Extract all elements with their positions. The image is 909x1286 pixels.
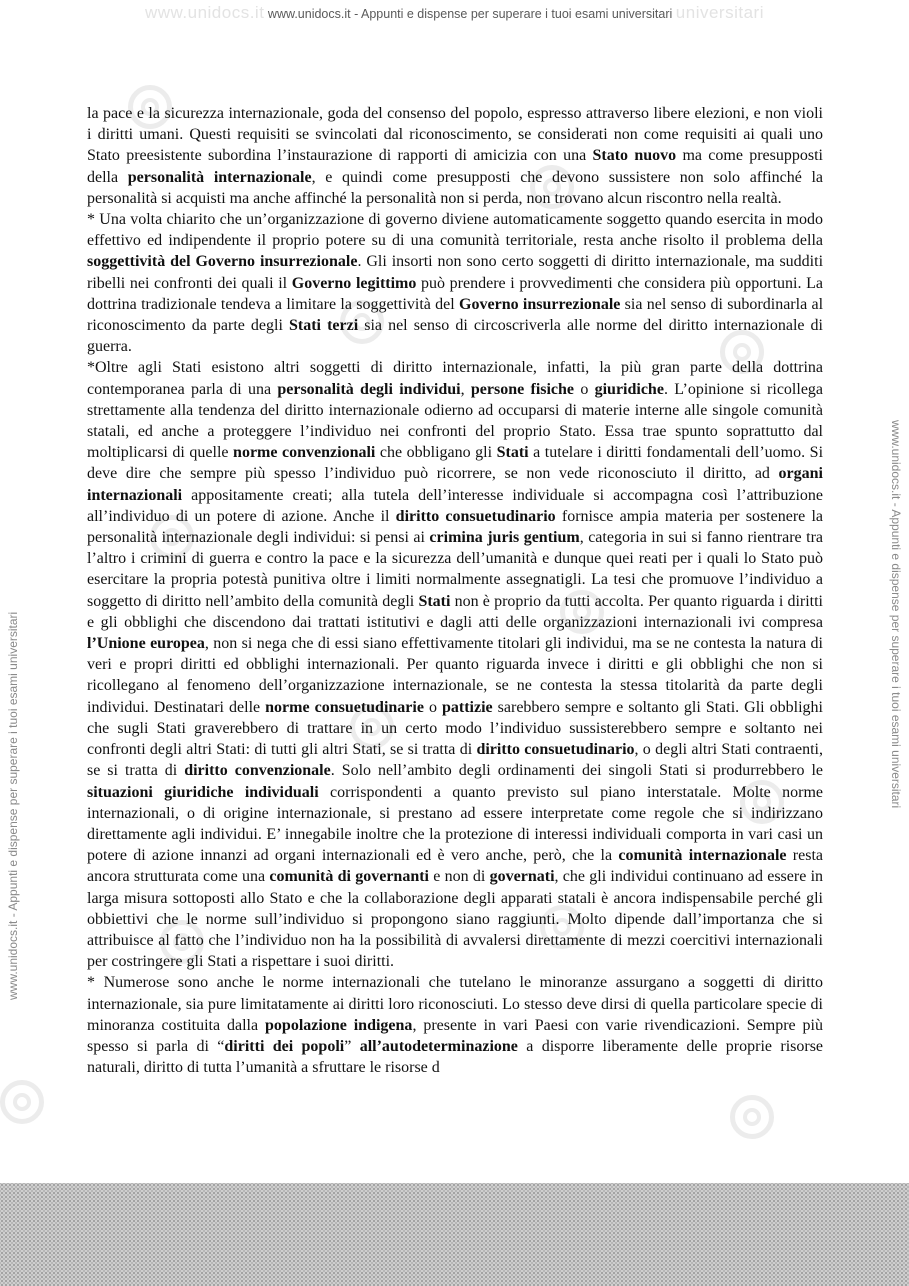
text-run: o [423,698,442,716]
bold-term: popolazione indigena [265,1016,413,1034]
bold-term: Stati terzi [289,317,359,335]
text-run: *Oltre agli Stati esistono altri soggetti di diritto internazionale, infatti, la più gran parte della dottrina contemporanea parla di una [87,359,823,398]
text-run: non è proprio da tutti accolta. Per quanto riguarda i diritti e gli obblighi che discendono dai trattati istitutivi e dagli atti delle organizzazioni internazionali ivi compresa [87,592,824,631]
text-run: la pace e la sicurezza internazionale, goda del consenso del popolo, espresso attraverso libere elezioni, e non violi i diritti umani. Questi requisiti se svincolati dal riconoscimento, se considerati non come requisiti ai quali uno Stato preesistente subordina l’instaurazione di rapporti di amicizia con una [87,105,823,165]
text-run: o [574,380,595,398]
bold-term: governati [489,868,555,886]
bold-term: Stati [418,592,451,610]
text-run: , o degli altri Stati contraenti, se si tratta di [87,741,824,780]
bold-term: diritto convenzionale [184,762,331,780]
bold-term: organi internazionali [87,465,823,504]
bold-term: norme convenzionali [233,444,376,462]
watermark-banner-text: www.unidocs.it - Appunti e dispense per superare i tuoi esami universitari [267,7,673,21]
text-run: ma come presupposti della [87,147,823,186]
text-run: può prendere i provvedimenti che considera più opportuni. La dottrina tradizionale tendeva a limitare la soggettività del [87,274,824,313]
paragraph [87,103,823,209]
bold-term: giuridiche [594,380,664,398]
text-run: corrispondenti a quanto previsto sul piano interstatale. Molte norme internazionali, o di origine internazionale, si prestano ad essere interpretate come regole che si indirizzano direttamente agli individui. E’ innegabile inoltre che la protezione di interessi individuali comporta in vari casi un potere di azione innanzi ad organi internazionali ed è vero anche, però, che la [87,783,823,865]
text-run: e non di [429,868,490,886]
bold-term: comunità internazionale [618,847,787,865]
text-run: sia nel senso di subordinarla al riconoscimento da parte degli [87,295,824,335]
bold-term: diritto consuetudinario [476,741,635,759]
paragraph [87,209,823,357]
bold-term: Governo legittimo [291,274,417,292]
text-run: resta ancora strutturata come una [87,847,823,886]
bold-term: diritti dei popoli [224,1037,345,1055]
text-run: . Gli insorti non sono certo soggetti di diritto internazionale, ma sudditi ribelli nei confronti dei quali il [87,253,824,292]
bold-term: comunità di governanti [269,868,430,886]
text-run: , presente in vari Paesi con varie rivendicazioni. Sempre più spesso si parla di “ [87,1016,824,1055]
text-run: sia nel senso di circoscriverla alle norme del diritto internazionale di guerra. [87,317,824,356]
side-watermark-left: www.unidocs.it - Appunti e dispense per superare i tuoi esami universitari [6,611,20,1000]
bold-term: personalità internazionale [127,168,312,186]
ghost-watermark-right: universitari [675,3,764,22]
text-run: ” [344,1037,360,1055]
text-run: . Solo nell’ambito degli ordinamenti dei singoli Stati si produrrebbero le [330,762,824,780]
ghost-watermark-left: www.unidocs.it [145,3,265,22]
text-run: , e quindi come presupposti che devono sussistere non solo affinché la personalità si acquisti ma anche affinché la personalità non si perda, non trovano alcun riscontro nella realtà. [87,168,823,207]
text-run: , categoria in sui si fanno rientrare tra l’altro i crimini di guerra e contro la pace e la sicurezza dell’umanità e dunque quei reati per i quali lo Stato può esercitare la propria potestà punitiva oltre i limiti normalmente assegnatigli. La tesi che promuove l’individuo a soggetto di diritto nell’ambito della comunità degli [87,529,824,610]
text-run: , non si nega che di essi siano effettivamente titolari gli individui, ma se ne contesta la natura di veri e propri diritti ed obblighi internazionali. Per quanto riguarda invece i diritti e gli obblighi che non si ricollegano al fenomeno dell’organizzazione internazionale, se ne contesta la stessa titolarità da parte degli individui. Destinatari delle [87,635,823,716]
document-body [87,103,823,1078]
paragraph [87,972,823,1078]
text-run: * Numerose sono anche le norme internazionali che tutelano le minoranze assurgano a soggetti di diritto internazionale, sia pure limitatamente ai diritti loro riconosciuti. Lo stesso deve dirsi di quella particolare specie di minoranza costituita dalla [87,974,823,1034]
bold-term: pattizie [441,698,493,716]
watermark-logo-icon [730,1095,774,1139]
text-run: * Una volta chiarito che un’organizzazione di governo diviene automaticamente soggetto quando esercita in modo effettivo ed indipendente il proprio potere su di una comunità territoriale, resta anche risolto il problema della [87,211,823,250]
text-run: sarebbero sempre e soltanto gli Stati. Gli obblighi che sugli Stati graverebbero di trattare in un certo modo l’individuo sussisterebbero sempre e soltanto nei confronti degli altri Stati: di tutti gli altri Stati, se si tratta di [87,698,823,759]
bold-term: norme consuetudinarie [265,698,424,716]
text-run: , [460,380,471,398]
text-run: . L’opinione si ricollega strettamente alla tendenza del diritto internazionale odierno ad occuparsi di materie interne alle singole comunità statali, ed anche a proteggere l’individuo nei confronti del proprio Stato. Essa trae spunto soprattutto dal moltiplicarsi di quelle [87,380,824,462]
bold-term: persone fisiche [470,380,575,398]
bold-term: soggettività del Governo insurrezionale [87,253,358,271]
bold-term: personalità degli individui [277,380,461,398]
text-run: a disporre liberamente delle proprie risorse naturali, diritto di tutta l’umanità a sfruttare le risorse d [87,1037,824,1077]
bold-term: situazioni giuridiche individuali [87,783,319,801]
bold-term: Stati [496,444,529,462]
bold-term: Stato nuovo [592,147,677,165]
bold-term: Governo insurrezionale [459,295,621,313]
bold-term: all’autodeterminazione [359,1037,518,1055]
side-watermark-right: www.unidocs.it - Appunti e dispense per superare i tuoi esami universitari [889,420,903,809]
text-run: , che gli individui continuano ad essere in larga misura sottoposti allo Stato e che la collaborazione degli apparati statali è ancora indispensabile perché gli obbiettivi che le norme sull’individuo si propongono siano raggiunti. Molto dipende dall’importanza che si attribuisce al fatto che l’individuo non ha la possibilità di avvalersi direttamente di mezzi coercitivi internazionali per costringere gli Stati a rispettare i suoi diritti. [87,868,824,971]
bottom-truncation-overlay [0,1183,909,1286]
text-run: fornisce ampia materia per sostenere la personalità internazionale degli individui: si pensi ai [87,507,823,547]
text-run: a tutelare i diritti fondamentali dell’uomo. Si deve dire che sempre più spesso l’individuo può ricorrere, se non vede riconosciuto il diritto, ad [87,444,824,483]
bold-term: l’Unione europea [87,635,205,653]
paragraph [87,357,823,972]
text-run: che obbligano gli [375,444,497,462]
bold-term: crimina juris gentium [429,529,580,547]
top-watermark-banner [0,2,909,24]
bold-term: diritto consuetudinario [395,507,556,525]
text-run: appositamente creati; alla tutela dell’interesse individuale si accompagna così l’attribuzione all’individuo di un potere di azione. Anche il [87,486,823,525]
watermark-logo-icon [0,1080,44,1124]
